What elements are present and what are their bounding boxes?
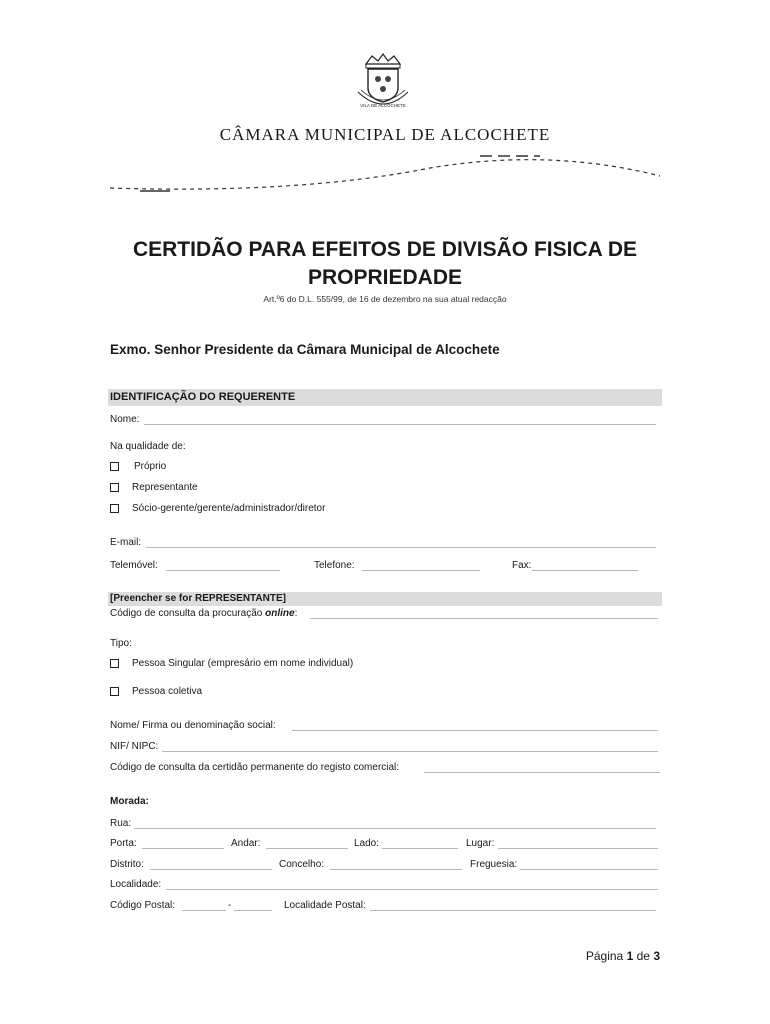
place-field[interactable]	[498, 838, 658, 849]
county-label: Concelho:	[279, 859, 325, 870]
locality-label: Localidade:	[110, 879, 162, 890]
nif-label: NIF/ NIPC:	[110, 741, 159, 752]
checkbox-socio-gerente[interactable]	[110, 504, 119, 513]
capacity-label: Na qualidade de:	[110, 441, 186, 452]
postal-locality-label: Localidade Postal:	[284, 900, 366, 911]
type-label: Tipo:	[110, 638, 132, 649]
section-header-representante	[108, 592, 662, 606]
mobile-field[interactable]	[166, 560, 280, 571]
section-title: [Preencher se for REPRESENTANTE]	[110, 593, 286, 604]
district-field[interactable]	[150, 859, 272, 870]
section-header-requerente	[108, 389, 662, 406]
checkbox-pessoa-coletiva[interactable]	[110, 687, 119, 696]
document-title	[90, 236, 680, 292]
option-socio-gerente-label: Sócio-gerente/gerente/administrador/diretor	[132, 503, 326, 514]
district-label: Distrito:	[110, 859, 144, 870]
place-label: Lugar:	[466, 838, 495, 849]
email-field[interactable]	[146, 537, 656, 548]
section-title: IDENTIFICAÇÃO DO REQUERENTE	[110, 391, 296, 403]
salutation: Exmo. Senhor Presidente da Câmara Municipal de Alcochete	[110, 342, 500, 357]
floor-field[interactable]	[266, 838, 348, 849]
fax-label: Fax:	[512, 560, 532, 571]
name-field[interactable]	[144, 414, 656, 425]
name-label: Nome:	[110, 414, 140, 425]
postal-code-part1-field[interactable]	[182, 900, 226, 911]
coat-of-arms-icon	[352, 52, 414, 114]
parish-field[interactable]	[520, 859, 658, 870]
phone-label: Telefone:	[314, 560, 355, 571]
crest-motto: VILA DE ALCOCHETE	[360, 103, 406, 108]
certificate-code-field[interactable]	[424, 762, 660, 773]
legal-reference: Art.º6 do D.L. 555/99, de 16 de dezembro na sua atual redacção	[263, 294, 507, 304]
option-proprio-label: Próprio	[134, 461, 167, 472]
door-label: Porta:	[110, 838, 137, 849]
side-field[interactable]	[382, 838, 458, 849]
option-representante-label: Representante	[132, 482, 198, 493]
floor-label: Andar:	[231, 838, 261, 849]
postal-code-label: Código Postal:	[110, 900, 176, 911]
checkbox-pessoa-singular[interactable]	[110, 659, 119, 668]
proxy-code-label: Código de consulta da procuração online:	[110, 608, 298, 619]
address-heading: Morada:	[110, 796, 149, 807]
door-field[interactable]	[142, 838, 224, 849]
county-field[interactable]	[330, 859, 462, 870]
option-pessoa-singular-label: Pessoa Singular (empresário em nome individual)	[132, 658, 354, 669]
postal-code-part2-field[interactable]	[234, 900, 272, 911]
parish-label: Freguesia:	[470, 859, 518, 870]
side-label: Lado:	[354, 838, 380, 849]
nif-field[interactable]	[162, 741, 658, 752]
phone-field[interactable]	[362, 560, 480, 571]
mobile-label: Telemóvel:	[110, 560, 158, 571]
street-label: Rua:	[110, 818, 132, 829]
certificate-code-label: Código de consulta da certidão permanente do registo comercial:	[110, 762, 400, 773]
company-name-field[interactable]	[292, 720, 658, 731]
page-number: Página 1 de 3	[585, 949, 660, 963]
checkbox-proprio[interactable]	[110, 462, 119, 471]
company-name-label: Nome/ Firma ou denominação social:	[110, 720, 276, 731]
option-pessoa-coletiva-label: Pessoa coletiva	[132, 686, 203, 697]
decorative-swoosh	[100, 148, 670, 198]
postal-locality-field[interactable]	[370, 900, 656, 911]
title-line-2: PROPRIEDADE	[307, 266, 463, 289]
postal-code-dash: -	[228, 900, 232, 911]
street-field[interactable]	[134, 818, 656, 829]
checkbox-representante[interactable]	[110, 483, 119, 492]
municipality-name: CÂMARA MUNICIPAL DE ALCOCHETE	[219, 125, 551, 144]
fax-field[interactable]	[532, 560, 638, 571]
locality-field[interactable]	[166, 879, 658, 890]
proxy-code-field[interactable]	[310, 608, 658, 619]
title-line-1: CERTIDÃO PARA EFEITOS DE DIVISÃO FISICA DE	[132, 238, 638, 261]
email-label: E-mail:	[110, 537, 142, 548]
